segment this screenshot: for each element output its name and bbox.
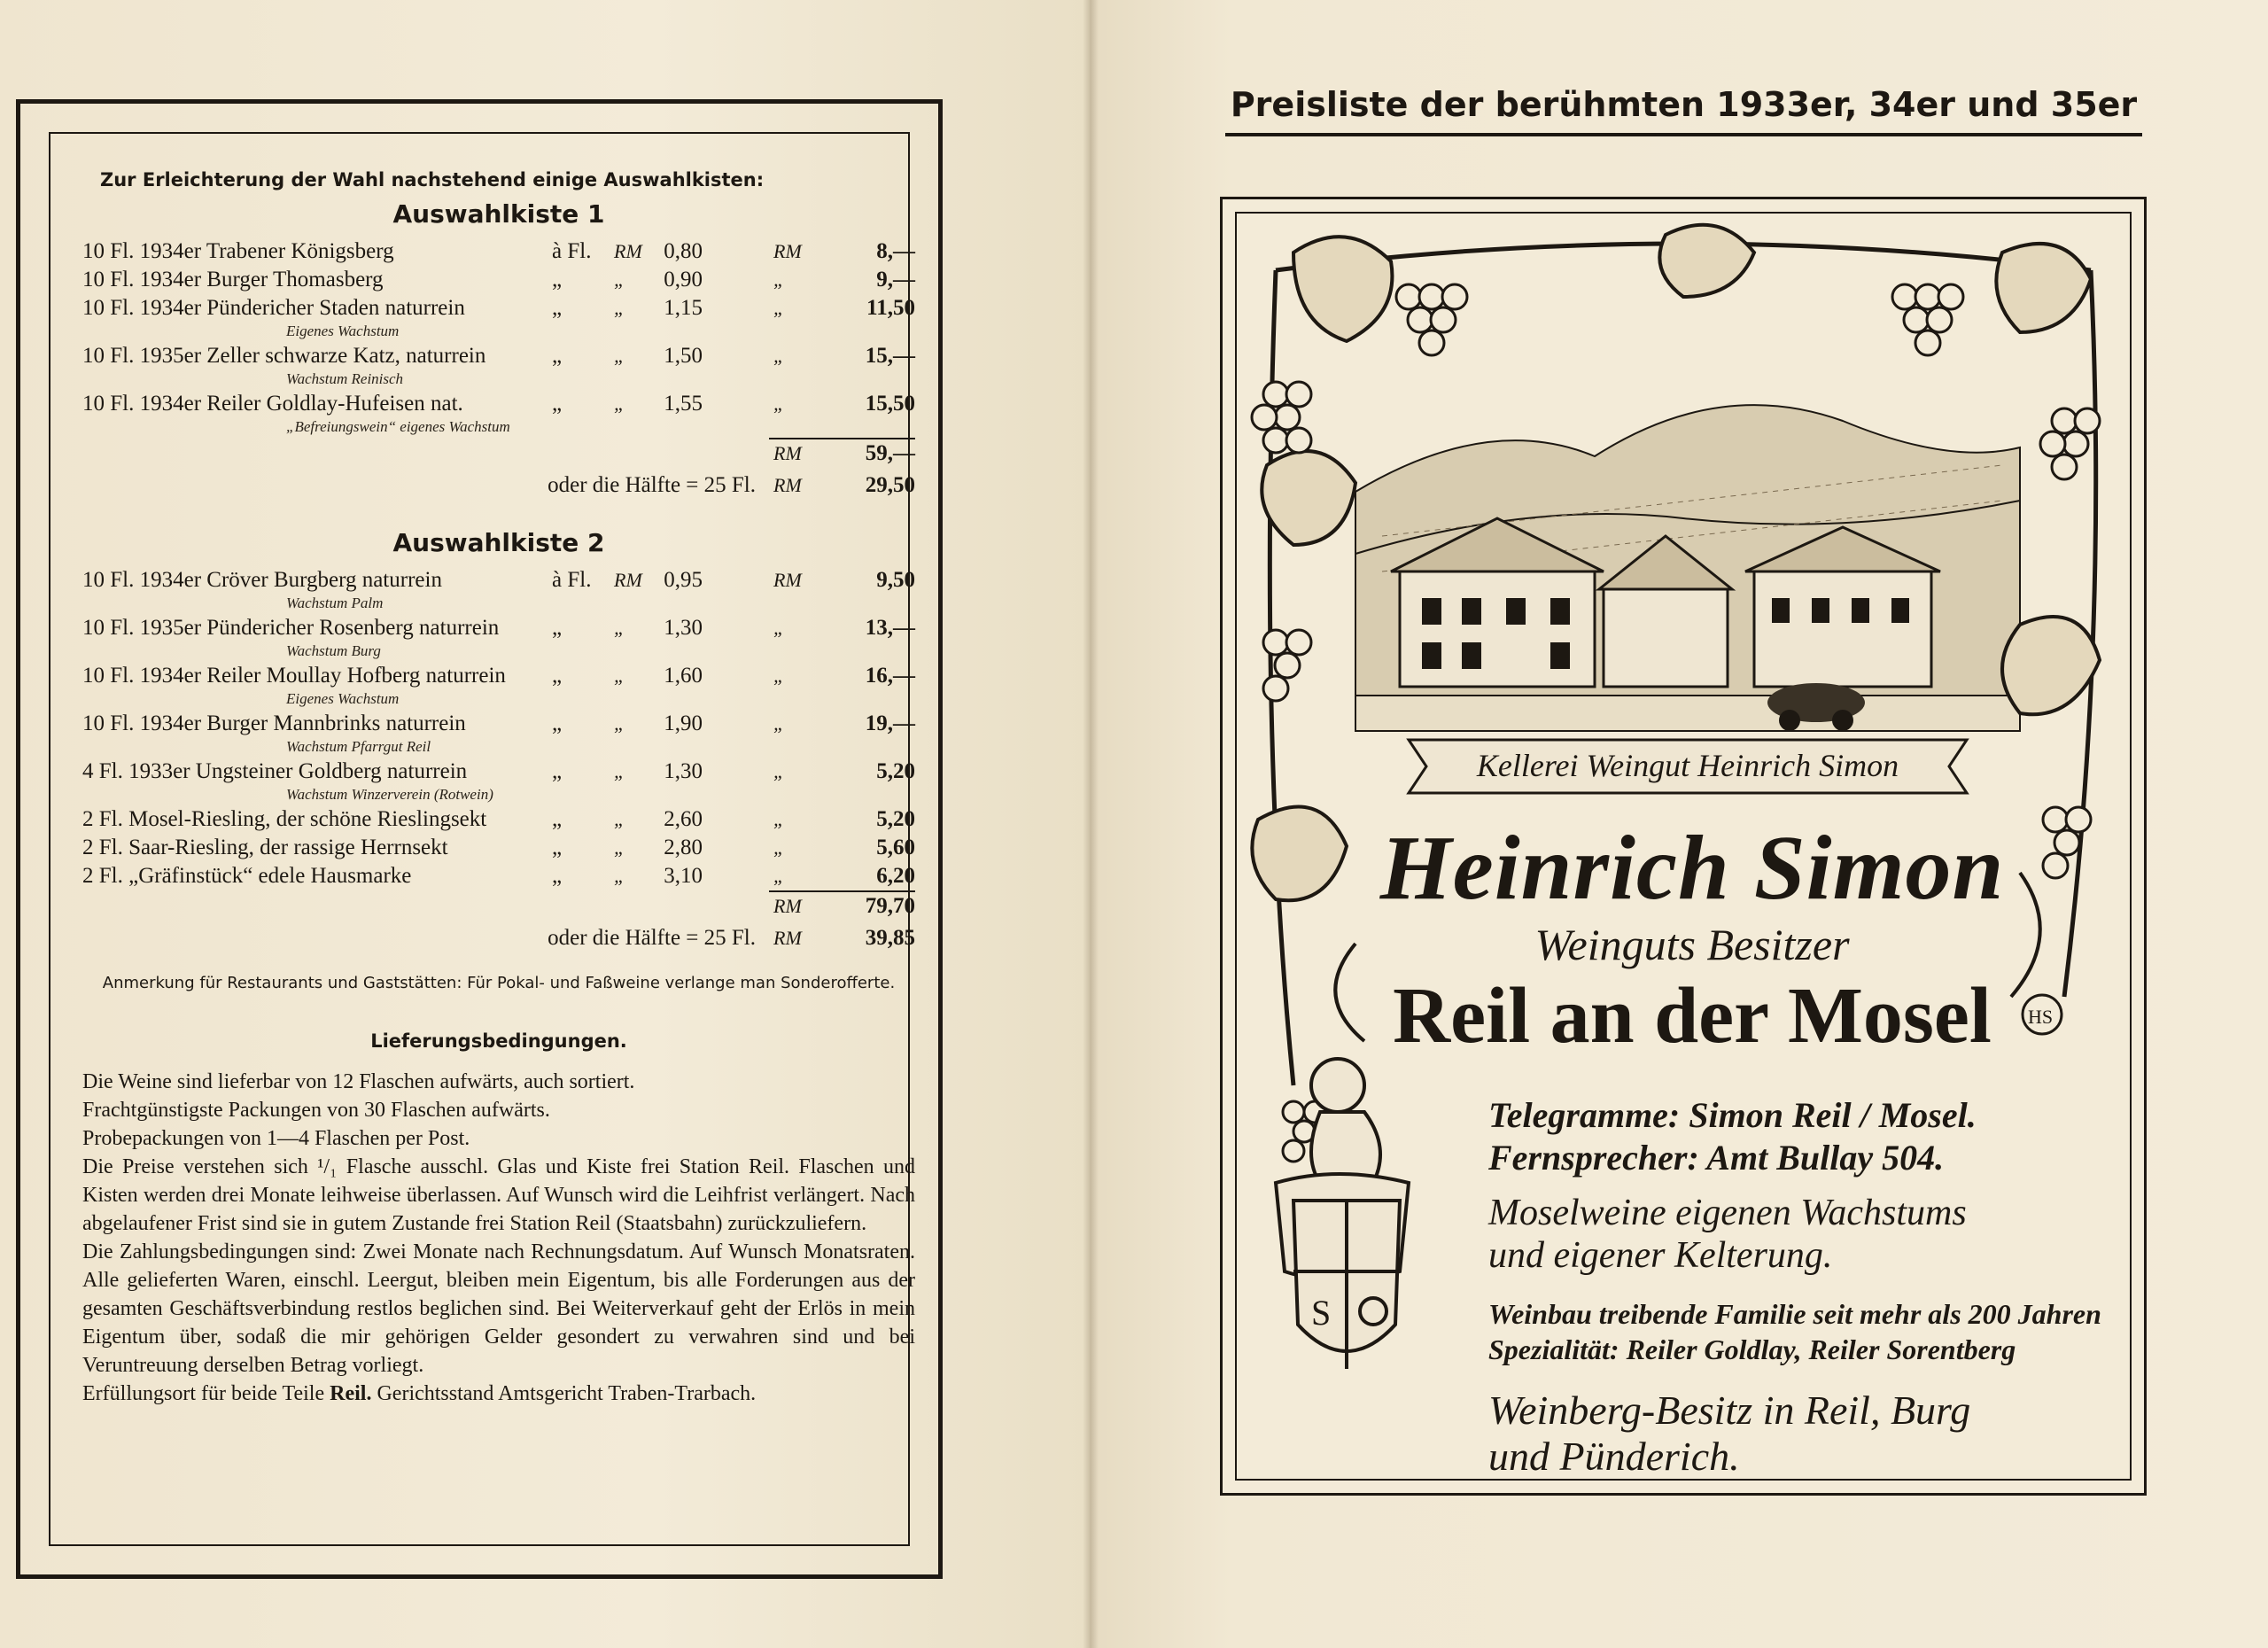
row-total: 5,20 [876,807,915,831]
intro-text: Zur Erleichterung der Wahl nachstehend einige Auswahlkisten: [100,169,765,190]
row-total: 9,50 [876,568,915,592]
estates-line-2: und Pünderich. [1488,1434,1740,1479]
wine-description: 10 Fl. 1934er Cröver Burgberg naturrein [82,568,442,592]
box1-title: Auswahlkiste 1 [392,199,605,229]
wine-description: 4 Fl. 1933er Ungsteiner Goldberg naturrein [82,759,468,783]
owner-subtitle: Weinguts Besitzer [1534,920,1850,969]
left-content [82,169,915,1408]
row-total: 9,— [876,268,915,292]
unit-label: „ [552,344,563,368]
wine-description: 2 Fl. „Gräfinstück“ edele Hausmarke [82,864,412,888]
wine-row [82,710,915,738]
unit-price: 1,90 [664,711,703,735]
unit-price: 1,55 [664,392,703,416]
unit-label: „ [552,616,563,640]
unit-currency: RM [614,569,642,591]
page-fold [1083,0,1099,1648]
unit-currency: „ [614,617,625,639]
family-line: Weinbau treibende Familie seit mehr als 200 Jahren [1488,1298,2101,1330]
unit-label: à Fl. [552,568,592,592]
unit-price: 1,30 [664,759,703,783]
currency-label: RM [773,442,802,464]
currency-label: RM [773,895,802,917]
vineyard-note: Wachstum Pfarrgut Reil [286,738,431,755]
unit-label: „ [552,864,563,888]
unit-price: 2,80 [664,836,703,859]
wine-description: 10 Fl. 1934er Burger Thomasberg [82,268,384,292]
left-inner-frame [49,132,915,1546]
term-line: Probepackungen von 1—4 Flaschen per Post. [82,1127,470,1150]
vineyard-note: Wachstum Reinisch [286,370,404,387]
currency-label: RM [773,240,802,262]
unit-price: 1,15 [664,296,703,320]
wine-description: 10 Fl. 1934er Burger Mannbrinks naturrein [82,711,466,735]
wine-row [82,266,915,294]
term-final-bold: Reil. [330,1382,372,1405]
terms-block [82,1068,915,1408]
winery-name: Heinrich Simon [1379,817,2005,919]
unit-currency: „ [614,836,625,859]
unit-label: „ [552,807,563,831]
currency-label: „ [773,665,785,687]
box1-rows [82,237,915,438]
box1-sum [82,438,915,470]
unit-price: 1,30 [664,616,703,640]
vineyard-note: Wachstum Palm [286,595,384,611]
term-final-post: Gerichtsstand Amtsgericht Traben-Trarbach. [371,1382,757,1405]
left-frame [16,99,943,1579]
row-total: 5,60 [876,836,915,859]
row-total: 16,— [865,664,915,688]
unit-label: „ [552,759,563,783]
wine-row [82,342,915,370]
conditions-title: Lieferungsbedingungen. [370,1030,627,1052]
currency-label: „ [773,865,785,887]
unit-price: 1,60 [664,664,703,688]
wine-description: 10 Fl. 1934er Reiler Goldlay-Hufeisen nat. [82,392,463,416]
unit-price: 0,95 [664,568,703,592]
box2-rows [82,566,915,890]
row-total: 8,— [876,239,915,263]
unit-price: 0,90 [664,268,703,292]
currency-label: RM [773,569,802,591]
term-final-pre: Erfüllungsort für beide Teile [82,1382,330,1405]
unit-price: 2,60 [664,807,703,831]
row-total: 11,50 [866,296,915,320]
unit-label: à Fl. [552,239,592,263]
row-total: 15,— [865,344,915,368]
grape-bunch-top-right [1892,284,1963,355]
term-line: Die Zahlungsbedingungen sind: Zwei Monate nach Rechnungsdatum. Auf Wunsch Monatsraten. Alle gelieferten Waren, einschl. Leergut, bleiben mein Eigentum, bis alle Forderungen aus der gesamten Geschäftsverbindung restlos beglichen sind. Bei Weiterverkauf geht der Erlös in mein Eigentum über, sodaß die mir gehörigen Gelder gesondert zu verwahren sind und bei Veruntreuung derselben Betrag vorliegt. [82,1240,915,1377]
currency-label: RM [773,474,802,496]
box2-title: Auswahlkiste 2 [392,528,605,557]
wine-row [82,294,915,323]
unit-label: „ [552,711,563,735]
specialty-line: Spezialität: Reiler Goldlay, Reiler Sorentberg [1488,1333,2016,1365]
wine-description: 10 Fl. 1934er Trabener Königsberg [82,239,394,263]
currency-label: „ [773,712,785,735]
term-line: Frachtgünstigste Packungen von 30 Flaschen aufwärts. [82,1099,550,1122]
monogram-text: HS [2028,1006,2054,1028]
row-total: 6,20 [876,864,915,888]
currency-label: „ [773,297,785,319]
sum-value: 59,— [865,441,915,465]
winery-poster [1220,197,2147,1496]
currency-label: „ [773,760,785,782]
currency-label: „ [773,345,785,367]
half-total: 29,50 [865,473,915,497]
unit-label: „ [552,392,563,416]
wines-line-2: und eigener Kelterung. [1488,1235,1833,1276]
wine-description: 10 Fl. 1935er Zeller schwarze Katz, naturrein [82,344,486,368]
unit-currency: „ [614,712,625,735]
wine-description: 2 Fl. Saar-Riesling, der rassige Herrnsekt [82,836,448,859]
term-final [82,1380,915,1408]
wine-row [82,834,915,862]
wines-line-1: Moselweine eigenen Wachstums [1488,1193,1967,1233]
vineyard-note: Eigenes Wachstum [286,690,400,707]
vineyard-note: Wachstum Winzerverein (Rotwein) [286,786,493,803]
vineyard-note: „Befreiungswein“ eigenes Wachstum [286,418,510,435]
half-label: oder die Hälfte = 25 Fl. [548,473,756,497]
sum-value: 79,70 [865,894,915,918]
unit-currency: RM [614,240,642,262]
currency-label: „ [773,617,785,639]
restaurant-note: Anmerkung für Restaurants und Gaststätten: Für Pokal- und Faßweine verlange man Sonderofferte. [102,974,896,992]
term-line: Die Preise verstehen sich ¹/₁ Flasche ausschl. Glas und Kiste frei Station Reil. Flaschen und Kisten werden drei Monate leihweise überlassen. Auf Wunsch wird die Leihfrist verlängert. Nach abgelaufener Frist sind sie in gutem Zustande frei Station Reil (Staatsbahn) zurückzuliefern. [82,1155,915,1235]
half-total: 39,85 [865,926,915,950]
unit-currency: „ [614,268,625,291]
box1-half [82,470,915,501]
unit-currency: „ [614,808,625,830]
wine-row [82,390,915,418]
unit-currency: „ [614,345,625,367]
row-total: 15,50 [865,392,915,416]
landscape-illustration [1355,405,2020,731]
unit-currency: „ [614,760,625,782]
term-line: Die Weine sind lieferbar von 12 Flaschen aufwärts, auch sortiert. [82,1070,635,1093]
currency-label: „ [773,808,785,830]
wine-row [82,805,915,834]
wine-row [82,237,915,266]
box2-half [82,922,915,954]
vineyard-note: Eigenes Wachstum [286,323,400,339]
unit-label: „ [552,268,563,292]
currency-label: „ [773,836,785,859]
unit-currency: „ [614,665,625,687]
wine-row [82,862,915,890]
unit-currency: „ [614,393,625,415]
wine-row [82,758,915,786]
row-total: 13,— [865,616,915,640]
currency-label: „ [773,393,785,415]
wine-row [82,614,915,642]
unit-label: „ [552,664,563,688]
currency-label: „ [773,268,785,291]
unit-label: „ [552,296,563,320]
unit-price: 0,80 [664,239,703,263]
unit-label: „ [552,836,563,859]
wine-description: 10 Fl. 1935er Pündericher Rosenberg naturrein [82,616,500,640]
vineyard-note: Wachstum Burg [286,642,381,659]
estates-line-1: Weinberg-Besitz in Reil, Burg [1488,1388,1971,1433]
shield-initial: S [1311,1293,1332,1333]
grape-bunch-top-left [1396,284,1467,355]
unit-currency: „ [614,297,625,319]
currency-label: RM [773,927,802,949]
box2-sum [82,890,915,922]
wine-description: 10 Fl. 1934er Pündericher Staden naturrein [82,296,465,320]
phone-line: Fernsprecher: Amt Bullay 504. [1488,1138,1945,1178]
row-total: 5,20 [876,759,915,783]
wine-row [82,662,915,690]
unit-currency: „ [614,865,625,887]
kellerei-banner: Kellerei Weingut Heinrich Simon [1476,748,1899,783]
winery-location: Reil an der Mosel [1393,972,1992,1060]
half-label: oder die Hälfte = 25 Fl. [548,926,756,950]
telegram-line: Telegramme: Simon Reil / Mosel. [1488,1095,1977,1135]
unit-price: 1,50 [664,344,703,368]
row-total: 19,— [865,711,915,735]
wine-description: 10 Fl. 1934er Reiler Moullay Hofberg naturrein [82,664,506,688]
unit-price: 3,10 [664,864,703,888]
wine-description: 2 Fl. Mosel-Riesling, der schöne Rieslingsekt [82,807,487,831]
price-list-title: Preisliste der berühmten 1933er, 34er und 35er [1225,82,2142,136]
wine-row [82,566,915,595]
